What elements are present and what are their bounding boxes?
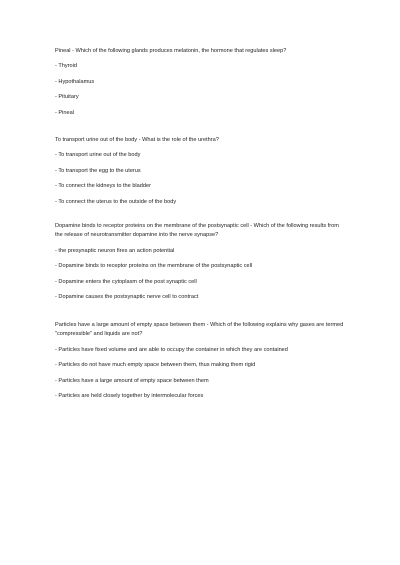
answer-options	[55, 347, 345, 400]
answer-option: - To transport urine out of the body	[55, 152, 141, 159]
question-block-1	[55, 47, 345, 117]
answer-option: - To connect the kidneys to the bladder	[55, 183, 151, 190]
question-text: Pineal - Which of the following glands produces melatonin, the hormone that regulates sleep?	[55, 48, 287, 54]
answer-option: - Pituitary	[55, 94, 79, 101]
answer-option: - Dopamine enters the cytoplasm of the post synaptic cell	[55, 278, 197, 285]
answer-option: - Particles do not have much empty space between them, thus making them rigid	[55, 362, 256, 369]
answer-option: - Particles are held closely together by intermolecular forces	[55, 392, 204, 399]
answer-option: - Particles have fixed volume and are able to occupy the container in which they are contained	[55, 346, 288, 353]
question-block-4	[55, 321, 345, 400]
answer-option: - Pineal	[55, 109, 74, 116]
question-text: To transport urine out of the body - What is the role of the urethra?	[55, 137, 219, 143]
answer-option: - To transport the egg to the uterus	[55, 167, 141, 174]
answer-option: - Thyroid	[55, 63, 77, 70]
answer-option: - the presynaptic neuron fires an action potential	[55, 247, 175, 254]
answer-options	[55, 63, 345, 116]
answer-option: - To connect the uterus to the outside of the body	[55, 198, 177, 205]
answer-options	[55, 248, 345, 301]
answer-option: - Dopamine binds to receptor proteins on the membrane of the postsynaptic cell	[55, 263, 253, 270]
answer-option: - Hypothalamus	[55, 78, 95, 85]
answer-option: - Dopamine causes the postsynaptic nerve cell to contract	[55, 293, 199, 300]
answer-option: - Particles have a large amount of empty space between them	[55, 377, 209, 384]
question-text: Dopamine binds to receptor proteins on the membrane of the postsynaptic cell - Which of the following results from the release of neurotransmitter dopamine into the nerve synapse?	[55, 223, 339, 239]
answer-options	[55, 152, 345, 205]
question-block-2	[55, 136, 345, 206]
question-block-3	[55, 222, 345, 301]
question-text: Particles have a large amount of empty space between them - Which of the following explains why gases are termed "compressible" and liquids are not?	[55, 322, 344, 338]
